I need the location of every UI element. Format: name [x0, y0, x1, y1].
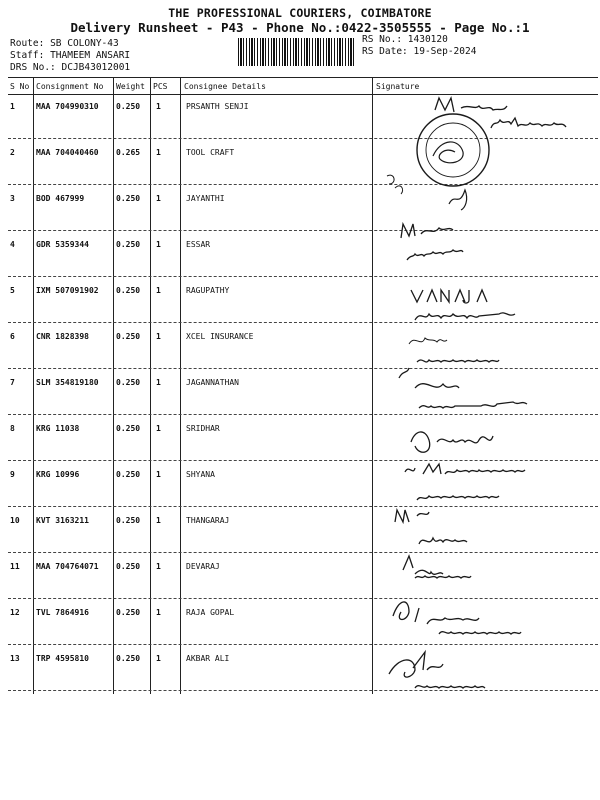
row-weight: 0.250	[116, 424, 141, 433]
row-sno: 11	[10, 562, 20, 571]
row-weight: 0.250	[116, 240, 141, 249]
row-consignment-no: SLM 354819180	[36, 378, 99, 387]
row-pcs: 1	[156, 516, 161, 525]
row-consignment-no: MAA 704040460	[36, 148, 99, 157]
row-sno: 10	[10, 516, 20, 525]
row-consignee: PRSANTH SENJI	[186, 102, 249, 111]
rs-date-value: 19-Sep-2024	[413, 46, 477, 57]
row-sno: 8	[10, 424, 15, 433]
row-pcs: 1	[156, 102, 161, 111]
row-pcs: 1	[156, 240, 161, 249]
drs-line	[10, 62, 130, 74]
row-pcs: 1	[156, 424, 161, 433]
column-divider	[33, 77, 34, 694]
column-header-signature: Signature	[376, 82, 420, 91]
rs-date-line	[362, 46, 476, 58]
column-header-consignment: Consignment No	[36, 82, 104, 91]
row-weight: 0.250	[116, 194, 141, 203]
row-consignment-no: TRP 4595810	[36, 654, 89, 663]
barcode	[238, 38, 356, 66]
column-header-weight: Weight	[116, 82, 145, 91]
row-consignment-no: IXM 507091902	[36, 286, 99, 295]
row-pcs: 1	[156, 470, 161, 479]
row-sno: 3	[10, 194, 15, 203]
row-weight: 0.250	[116, 378, 141, 387]
row-consignment-no: TVL 7864916	[36, 608, 89, 617]
column-header-consignee: Consignee Details	[184, 82, 266, 91]
row-pcs: 1	[156, 332, 161, 341]
column-divider	[113, 77, 114, 694]
row-pcs: 1	[156, 608, 161, 617]
route-value: SB COLONY-43	[50, 38, 119, 49]
row-weight: 0.250	[116, 470, 141, 479]
row-sno: 12	[10, 608, 20, 617]
row-sno: 13	[10, 654, 20, 663]
route-line	[10, 38, 119, 50]
signature-ink-upper	[375, 92, 595, 412]
column-divider	[180, 77, 181, 694]
row-weight: 0.250	[116, 332, 141, 341]
row-weight: 0.250	[116, 562, 141, 571]
row-pcs: 1	[156, 562, 161, 571]
row-consignment-no: KVT 3163211	[36, 516, 89, 525]
row-consignment-no: MAA 704764071	[36, 562, 99, 571]
signature-ink-lower	[375, 412, 595, 702]
row-pcs: 1	[156, 286, 161, 295]
rs-no-line	[362, 34, 448, 46]
staff-label: Staff:	[10, 50, 45, 61]
row-sno: 5	[10, 286, 15, 295]
staff-value: THAMEEM ANSARI	[50, 50, 131, 61]
row-consignee: SHYANA	[186, 470, 215, 479]
rs-date-label: RS Date:	[362, 46, 408, 57]
row-consignment-no: KRG 11038	[36, 424, 80, 433]
row-weight: 0.265	[116, 148, 141, 157]
row-sno: 1	[10, 102, 15, 111]
row-consignment-no: BOD 467999	[36, 194, 85, 203]
row-sno: 2	[10, 148, 15, 157]
rs-no-label: RS No.:	[362, 34, 403, 45]
column-divider	[372, 77, 373, 694]
row-consignment-no: GDR 5359344	[36, 240, 89, 249]
row-weight: 0.250	[116, 102, 141, 111]
row-consignment-no: CNR 1828398	[36, 332, 89, 341]
page-title: THE PROFESSIONAL COURIERS, COIMBATORE	[168, 6, 432, 20]
runsheet-subtitle: Delivery Runsheet - P43 - Phone No.:0422-3505555 - Page No.:1	[70, 20, 530, 35]
row-consignment-no: KRG 10996	[36, 470, 80, 479]
row-consignee: THANGARAJ	[186, 516, 230, 525]
rs-no-value: 1430120	[407, 34, 448, 45]
row-consignee: JAYANTHI	[186, 194, 225, 203]
row-consignee: SRIDHAR	[186, 424, 220, 433]
row-consignee: RAJA GOPAL	[186, 608, 235, 617]
row-consignee: AKBAR ALI	[186, 654, 230, 663]
row-consignee: RAGUPATHY	[186, 286, 230, 295]
row-weight: 0.250	[116, 516, 141, 525]
row-consignment-no: MAA 704990310	[36, 102, 99, 111]
row-consignee: JAGANNATHAN	[186, 378, 239, 387]
route-label: Route:	[10, 38, 45, 49]
row-pcs: 1	[156, 148, 161, 157]
row-pcs: 1	[156, 654, 161, 663]
row-weight: 0.250	[116, 286, 141, 295]
row-consignee: TOOL CRAFT	[186, 148, 235, 157]
row-sno: 4	[10, 240, 15, 249]
row-consignee: DEVARAJ	[186, 562, 220, 571]
row-pcs: 1	[156, 194, 161, 203]
column-header-sno: S No	[10, 82, 30, 91]
drs-label: DRS No.:	[10, 62, 56, 73]
row-weight: 0.250	[116, 654, 141, 663]
row-sno: 9	[10, 470, 15, 479]
row-pcs: 1	[156, 378, 161, 387]
row-weight: 0.250	[116, 608, 141, 617]
row-sno: 7	[10, 378, 15, 387]
staff-line	[10, 50, 130, 62]
row-consignee: XCEL INSURANCE	[186, 332, 254, 341]
row-sno: 6	[10, 332, 15, 341]
column-divider	[150, 77, 151, 694]
table-top-border	[8, 77, 598, 78]
drs-value: DCJB43012001	[61, 62, 131, 73]
column-header-pcs: PCS	[153, 82, 168, 91]
row-consignee: ESSAR	[186, 240, 211, 249]
